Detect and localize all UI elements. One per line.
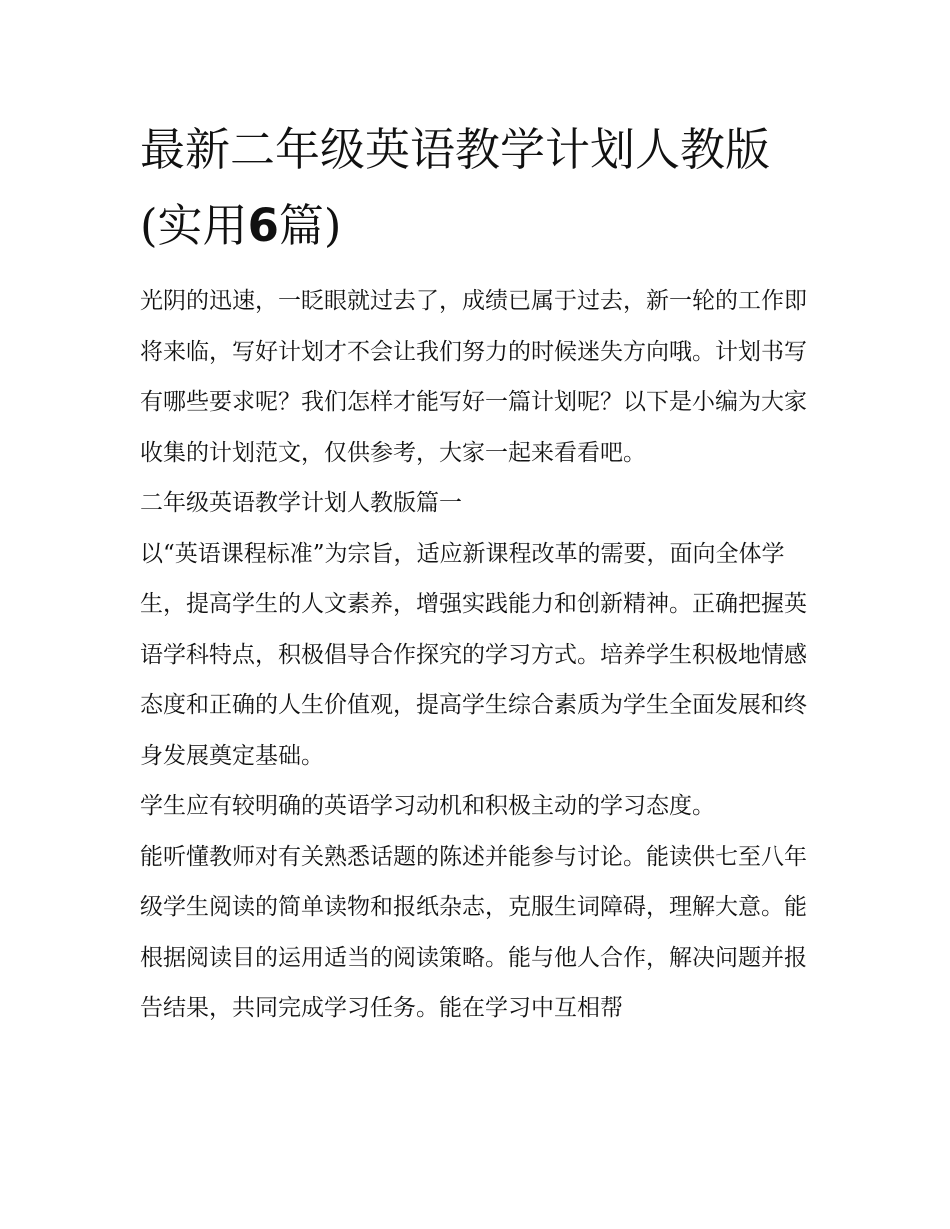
paragraph-attitude: 学生应有较明确的英语学习动机和积极主动的学习态度。	[140, 793, 715, 819]
paragraph-guideline: 以“英语课程标准”为宗旨，适应新课程改革的需要，面向全体学生，提高学生的人文素养，增强实践能力和创新精神。正确把握英语学科特点，积极倡导合作探究的学习方式。培养学生积极地情感态度和正确的人生价值观，提高学生综合素质为学生全面发展和终身发展奠定基础。	[140, 540, 807, 769]
document-title	[140, 112, 820, 264]
paragraph-skills: 能听懂教师对有关熟悉话题的陈述并能参与讨论。能读供七至八年级学生阅读的简单读物和报纸杂志，克服生词障碍，理解大意。能根据阅读目的运用适当的阅读策略。能与他人合作，解决问题并报告结果，共同完成学习任务。能在学习中互相帮	[140, 843, 807, 1021]
title-text-end: 篇)	[278, 199, 342, 252]
paragraph-intro: 光阴的迅速，一眨眼就过去了，成绩已属于过去，新一轮的工作即将来临，写好计划才不会让我们努力的时候迷失方向哦。计划书写有哪些要求呢？我们怎样才能写好一篇计划呢？以下是小编为大家收集的计划范文，仅供参考，大家一起来看看吧。	[140, 288, 807, 466]
title-number: 6	[247, 199, 279, 252]
section-heading: 二年级英语教学计划人教版篇一	[140, 490, 462, 516]
document-body	[140, 276, 820, 1034]
title-text: 最新二年级英语教学计划人教版(实用	[140, 123, 771, 252]
